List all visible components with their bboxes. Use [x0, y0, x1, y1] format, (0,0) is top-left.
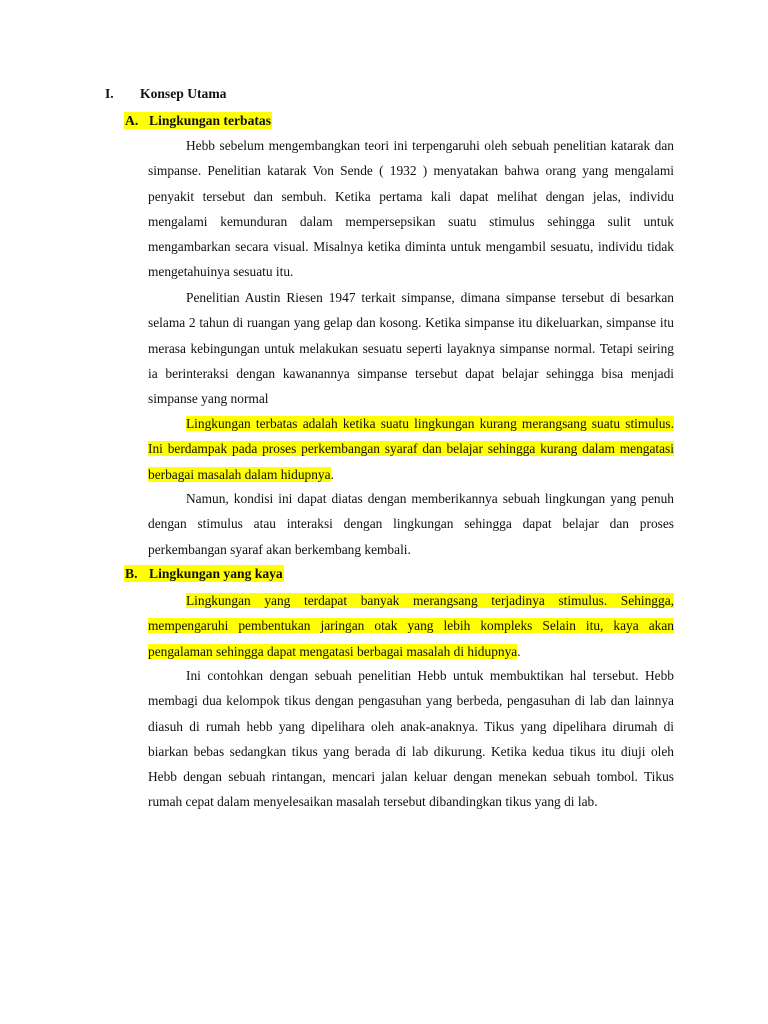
subsection-letter-a: A. — [125, 113, 139, 128]
paragraph-end-punct: . — [330, 466, 334, 482]
section-heading — [105, 86, 226, 102]
section-title: Konsep Utama — [140, 86, 227, 101]
paragraph: Ini contohkan dengan sebuah penelitian Hebb untuk membuktikan hal tersebut. Hebb membagi dua kelompok tikus dengan pengasuhan yang berbeda, pengasuhan di lab dan lainnya diasuh di rumah hebb yang dipelihara oleh anak-anaknya. Tikus yang dipelihara dirumah di biarkan bebas sedangkan tikus yang berada di lab dikurung. Ketika kedua tikus itu diuji oleh Hebb dengan sebuah rintangan, mencari jalan keluar dengan menekan sebuah tombol. Tikus rumah cepat dalam menyelesaikan masalah tersebut dibandingkan tikus yang di lab. — [148, 668, 674, 810]
subsection-heading-a — [124, 112, 272, 130]
subsection-heading-b — [124, 565, 284, 583]
paragraph: Hebb sebelum mengembangkan teori ini terpengaruhi oleh sebuah penelitian katarak dan simpanse. Penelitian katarak Von Sende ( 1932 ) menyatakan bahwa orang yang mengalami penyakit tersebut dan sembuh. Ketika pertama kali dapat melihat dengan jelas, individu mengalami kemunduran dalam mempersepsikan suatu stimulus sehingga sulit untuk mengambarkan secara visual. Misalnya ketika diminta untuk mengambil sesuatu, individu tidak mengetahuinya sesuatu itu. — [148, 138, 674, 280]
subsection-title-b: Lingkungan yang kaya — [149, 566, 283, 581]
highlighted-text: Lingkungan terbatas adalah ketika suatu lingkungan kurang merangsang suatu stimulus. Ini berdampak pada proses perkembangan syaraf dan belajar sehingga kurang dalam mengatasi berbagai masalah dalam hidupnya — [148, 416, 674, 482]
subsection-title-a: Lingkungan terbatas — [149, 113, 271, 128]
highlighted-paragraph — [148, 411, 674, 487]
paragraph: Penelitian Austin Riesen 1947 terkait simpanse, dimana simpanse tersebut di besarkan selama 2 tahun di ruangan yang gelap dan kosong. Ketika simpanse itu dikeluarkan, simpanse itu merasa kebingungan untuk melakukan sesuatu seperti layaknya simpanse normal. Tetapi seiring ia berinteraksi dengan kawanannya simpanse tersebut dapat belajar sehingga bisa menjadi simpanse yang normal — [148, 290, 674, 407]
paragraph: Namun, kondisi ini dapat diatas dengan memberikannya sebuah lingkungan yang penuh dengan stimulus atau interaksi dengan lingkungan sehingga dapat belajar dan proses perkembangan syaraf akan berkembang kembali. — [148, 491, 674, 557]
paragraph-end-punct: . — [517, 643, 521, 659]
subsection-letter-b: B. — [125, 566, 138, 581]
highlighted-text: Lingkungan yang terdapat banyak merangsang terjadinya stimulus. Sehingga, mempengaruhi pembentukan jaringan otak yang lebih kompleks Selain itu, kaya akan pengalaman sehingga dapat mengatasi berbagai masalah di hidupnya — [148, 593, 674, 659]
highlighted-paragraph — [148, 588, 674, 664]
section-number: I. — [105, 86, 114, 101]
